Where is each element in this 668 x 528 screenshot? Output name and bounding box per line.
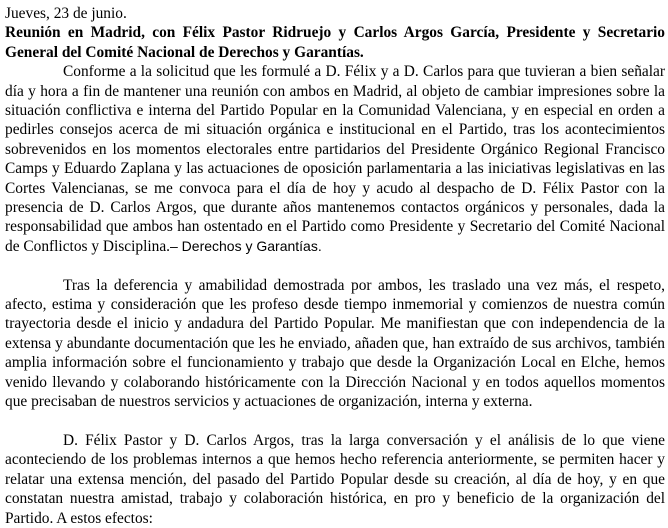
paragraph-1-suffix: – Derechos y Garantías. (170, 237, 322, 254)
paragraph-2-text: Tras la deferencia y amabilidad demostrada por ambos, les traslado una vez más, el respeto, afecto, estima y consideración que les profeso desde tiempo inmemorial y comienzos de nuestra común trayectoria desde el inicio y andadura del Partido Popular. Me manifiestan que con independencia de la extensa y abundante documentación que les he enviado, añaden que, han extraído de sus archivos, también amplia información sobre el funcionamiento y trabajo que desde la Organización Local en Elche, hemos venido llevando y colaborando históricamente con la Dirección Nacional y en todos aquellos momentos que precisaban de nuestros servicios y actuaciones de organización, interna y externa. (5, 276, 665, 411)
paragraph-3 (5, 431, 665, 528)
document-page (5, 4, 665, 528)
paragraph-3-text: D. Félix Pastor y D. Carlos Argos, tras la larga conversación y el análisis de lo que viene aconteciendo de los problemas internos a que hemos hecho referencia anteriormente, se permiten hacer y relatar una extensa mención, del pasado del Partido Popular desde su creación, al día de hoy, y en que constatan nuestra amistad, trabajo y colaboración histórica, en pro y beneficio de la organización del Partido. A estos efectos: (5, 431, 665, 527)
paragraph-spacer (5, 256, 665, 275)
paragraph-1-text: Conforme a la solicitud que les formulé a D. Félix y a D. Carlos para que tuvieran a bien señalar día y hora a fin de mantener una reunión con ambos en Madrid, al objeto de cambiar impresiones sobre la situación conflictiva e interna del Partido Popular en la Comunidad Valenciana, y en especial en orden a pedirles consejos acerca de mi situación orgánica e institucional en el Partido, tras los acontecimientos sobrevenidos en los momentos electorales entre partidarios del Presidente Orgánico Regional Francisco Camps y Eduardo Zaplana y las actuaciones de oposición parlamentaria a las iniciativas legislativas en las Cortes Valencianas, se me convoca para el día de hoy y acudo al despacho de D. Félix Pastor con la presencia de D. Carlos Argos, que durante años mantenemos contactos orgánicos y personales, dada la responsabilidad que ambos han ostentado en el Partido como Presidente y Secretario del Comité Nacional de Conflictos y Disciplina. (5, 63, 665, 255)
paragraph-1 (5, 62, 665, 256)
document-date: Jueves, 23 de junio. (5, 5, 127, 22)
meeting-heading: Reunión en Madrid, con Félix Pastor Ridruejo y Carlos Argos García, Presidente y Secretario General del Comité Nacional de Derechos y Garantías. (5, 24, 665, 61)
paragraph-spacer (5, 412, 665, 431)
paragraph-2 (5, 276, 665, 412)
